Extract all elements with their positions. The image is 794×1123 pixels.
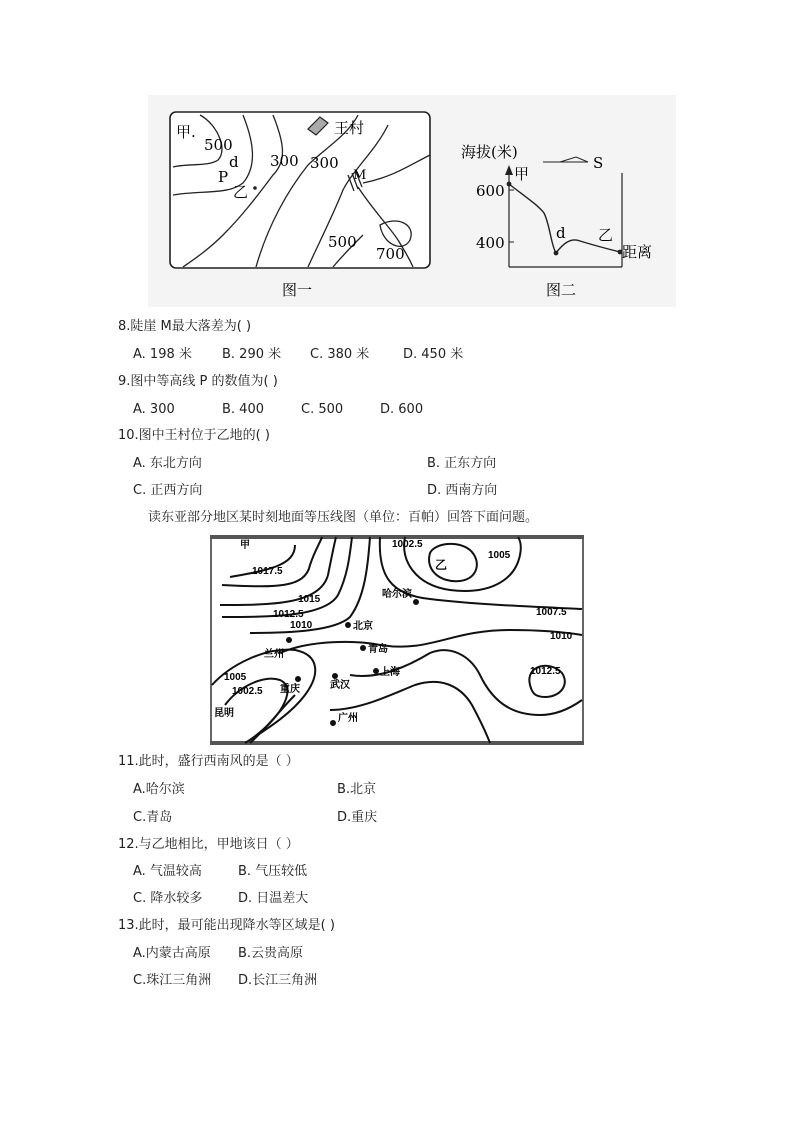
isobar-1010-right: 1010 xyxy=(550,631,573,642)
q12-option-d[interactable]: D. 日温差大 xyxy=(238,891,309,906)
q10-option-d[interactable]: D. 西南方向 xyxy=(427,483,498,498)
q8-option-b[interactable]: B. 290 米 xyxy=(222,347,282,362)
label-300b: 300 xyxy=(310,154,339,172)
q12-option-a[interactable]: A. 气温较高 xyxy=(133,864,202,879)
q9-option-c[interactable]: C. 500 xyxy=(301,402,344,417)
figure2-caption: 图二 xyxy=(546,281,577,299)
city-beijing: 北京 xyxy=(353,621,373,632)
city-harbin: 哈尔滨 xyxy=(382,589,412,600)
question-12-stem: 12.与乙地相比，甲地该日（ ） xyxy=(118,837,299,852)
label-500b: 500 xyxy=(328,233,357,251)
label-500a: 500 xyxy=(204,136,233,154)
q13-option-a[interactable]: A.内蒙古高原 xyxy=(133,946,211,961)
fig2-ylabel: 海拔(米) xyxy=(461,143,518,161)
q13-option-b[interactable]: B.云贵高原 xyxy=(238,946,304,961)
q13-option-d[interactable]: D.长江三角洲 xyxy=(238,973,318,988)
city-guangzhou: 广州 xyxy=(338,713,358,724)
question-8-stem: 8.陡崖 M最大落差为( ) xyxy=(118,319,252,334)
city-shanghai: 上海 xyxy=(380,667,400,678)
fig2-600: 600 xyxy=(476,182,505,200)
fig2-jia: 甲 xyxy=(514,165,530,183)
fig2-xlabel: 距离 xyxy=(622,243,653,261)
isobar-1005-top: 1005 xyxy=(488,550,511,561)
label-M: M xyxy=(353,168,367,183)
fig2-400: 400 xyxy=(476,234,505,252)
label-d: d xyxy=(229,153,239,171)
question-9-stem: 9.图中等高线 P 的数值为( ) xyxy=(118,374,278,389)
q8-option-d[interactable]: D. 450 米 xyxy=(403,347,464,362)
q12-option-b[interactable]: B. 气压较低 xyxy=(238,864,308,879)
label-jia: 甲. xyxy=(176,123,196,141)
point-yi xyxy=(253,186,257,190)
q12-option-c[interactable]: C. 降水较多 xyxy=(133,891,203,906)
q11-option-b[interactable]: B.北京 xyxy=(337,782,377,797)
q11-option-a[interactable]: A.哈尔滨 xyxy=(133,782,185,797)
q11-option-d[interactable]: D.重庆 xyxy=(337,810,378,825)
q10-option-b[interactable]: B. 正东方向 xyxy=(427,456,497,471)
question-10-stem: 10.图中王村位于乙地的( ) xyxy=(118,428,270,443)
q10-option-c[interactable]: C. 正西方向 xyxy=(133,483,203,498)
pressure-map xyxy=(210,535,584,745)
isobar-1002-5-left: 1002.5 xyxy=(232,686,263,697)
label-jia: 甲 xyxy=(240,540,250,551)
fig2-yi: 乙 xyxy=(598,226,614,244)
question-13-stem: 13.此时，最可能出现降水等区域是( ) xyxy=(118,918,335,933)
q9-option-d[interactable]: D. 600 xyxy=(380,402,424,417)
pressure-map-intro: 读东亚部分地区某时刻地面等压线图（单位：百帕）回答下面问题。 xyxy=(148,510,539,525)
q9-option-a[interactable]: A. 300 xyxy=(133,402,175,417)
city-chongqing: 重庆 xyxy=(280,684,300,695)
isobar-1015: 1015 xyxy=(298,594,321,605)
isobar-1012-5: 1012.5 xyxy=(273,609,304,620)
city-qingdao: 青岛 xyxy=(368,644,388,655)
label-yi: 乙 xyxy=(435,558,448,572)
isobar-1007-5: 1007.5 xyxy=(536,607,567,618)
question-11-stem: 11.此时，盛行西南风的是（ ） xyxy=(118,754,299,769)
label-300a: 300 xyxy=(270,152,299,170)
q8-option-a[interactable]: A. 198 米 xyxy=(133,347,192,362)
topographic-figures xyxy=(148,95,676,307)
q9-option-b[interactable]: B. 400 xyxy=(222,402,264,417)
fig2-d: d xyxy=(556,224,566,242)
label-wangcun: 王村 xyxy=(334,119,365,137)
label-P: P xyxy=(218,168,229,186)
label-yi: 乙 xyxy=(233,183,249,201)
isobar-1012-5-right: 1012.5 xyxy=(530,666,561,677)
q13-option-c[interactable]: C.珠江三角洲 xyxy=(133,973,212,988)
isobar-1002-5-top: 1002.5 xyxy=(392,539,423,550)
q11-option-c[interactable]: C.青岛 xyxy=(133,810,173,825)
q10-option-a[interactable]: A. 东北方向 xyxy=(133,456,202,471)
city-lanzhou: 兰州 xyxy=(264,649,284,660)
city-kunming: 昆明 xyxy=(214,708,234,719)
label-700: 700 xyxy=(376,245,405,263)
isobar-1005-left: 1005 xyxy=(224,672,247,683)
isobar-1017-5: 1017.5 xyxy=(252,566,283,577)
fig2-S: S xyxy=(593,154,604,172)
q8-option-c[interactable]: C. 380 米 xyxy=(310,347,370,362)
city-wuhan: 武汉 xyxy=(330,680,350,691)
isobar-1010-left: 1010 xyxy=(290,620,313,631)
figure1-caption: 图一 xyxy=(282,281,313,299)
